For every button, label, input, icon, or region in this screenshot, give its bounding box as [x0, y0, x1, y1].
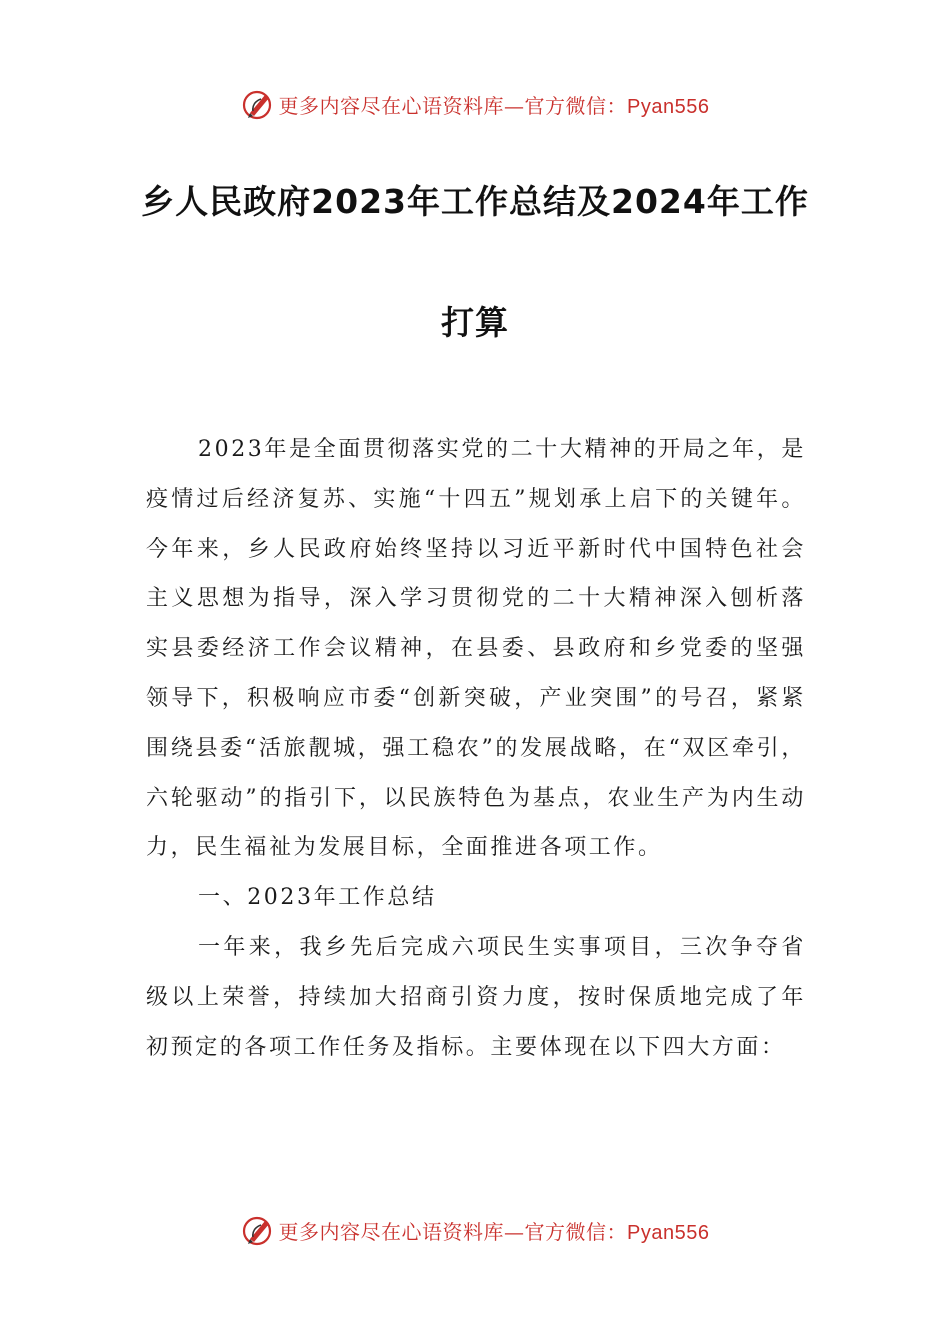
paragraph-summary: 一年来，我乡先后完成六项民生实事项目，三次争夺省级以上荣誉，持续加大招商引资力度，按时保质地完成了年初预定的各项工作任务及指标。主要体现在以下四大方面：: [146, 934, 806, 1060]
watermark-text: 更多内容尽在心语资料库—官方微信：Pyan556: [278, 93, 710, 118]
watermark-text: 更多内容尽在心语资料库—官方微信：Pyan556: [278, 1219, 710, 1244]
pen-logo-icon: [241, 1213, 275, 1247]
document-title-line-1: 乡人民政府2023年工作总结及2024年工作: [141, 182, 809, 221]
pen-logo-icon: [241, 87, 275, 121]
document-body: [146, 425, 806, 1072]
watermark-footer: [0, 1210, 950, 1250]
watermark-header: [0, 84, 950, 124]
section-heading: 一、2023年工作总结: [198, 885, 437, 911]
document-title-line-2: 打算: [441, 303, 509, 342]
paragraph-intro: 2023年是全面贯彻落实党的二十大精神的开局之年，是疫情过后经济复苏、实施“十四五”规划承上启下的关键年。今年来，乡人民政府始终坚持以习近平新时代中国特色社会主义思想为指导，深入学习贯彻党的二十大精神深入刨析落实县委经济工作会议精神，在县委、县政府和乡党委的坚强领导下，积极响应市委“创新突破，产业突围”的号召，紧紧围绕县委“活旅靓城，强工稳农”的发展战略，在“双区牵引，六轮驱动”的指引下，以民族特色为基点，农业生产为内生动力，民生福祉为发展目标，全面推进各项工作。: [146, 437, 806, 861]
